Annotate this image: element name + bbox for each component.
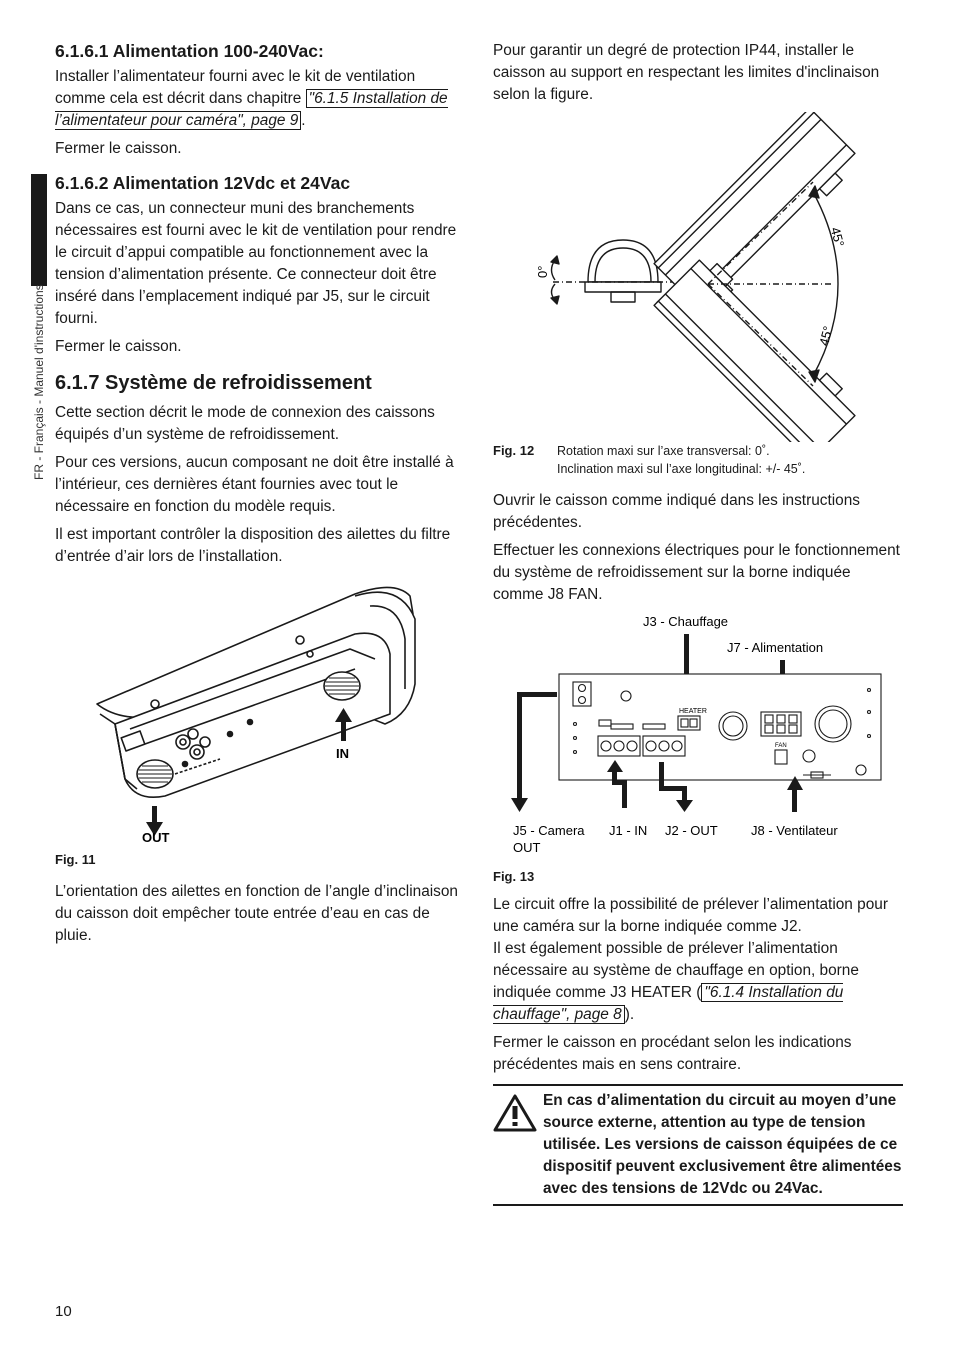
paragraph: Le circuit offre la possibilité de prélever l’alimentation pour une caméra sur la borne indiquée comme J2. <box>493 896 888 935</box>
right-column <box>493 40 903 1206</box>
paragraph: Pour garantir un degré de protection IP44, installer le caisson au support en respectant les limites d'inclinaison selon la figure. <box>493 42 880 103</box>
paragraph: Il est important contrôler la disposition des ailettes du filtre d’entrée d’air lors de l’installation. <box>55 526 451 565</box>
j8-arrow-icon <box>787 776 803 812</box>
fig11-label: Fig. 11 <box>55 852 96 867</box>
fig12-caption: Fig. 12 Rotation maxi sur l’axe transversal: 0˚. Inclination maxi sul l’axe longitudinal: +/- 45˚. <box>493 443 806 476</box>
j7-label: J7 - Alimentation <box>727 640 824 655</box>
paragraph: L’orientation des ailettes en fonction de l’angle d’inclinaison du caisson doit empêcher toute entrée d’eau en cas de pluie. <box>55 883 458 944</box>
paragraph: Installer l’alimentateur fourni avec le kit de ventilation comme cela est décrit dans chapitre "6.1.5 Installation de l’alimentateur pour caméra", page 9 . <box>55 68 448 129</box>
figure-13-circuit-board <box>493 612 903 857</box>
fig12-angle-0: 0° <box>535 265 550 278</box>
figure-11-housing <box>55 574 465 844</box>
fig12-angle-bottom: 45° <box>816 324 836 348</box>
fig11-in-label: IN <box>336 746 349 761</box>
paragraph: Effectuer les connexions électriques pour le fonctionnement du système de refroidissement sur la borne indiquée comme J8 FAN. <box>493 542 900 603</box>
j8-label: J8 - Ventilateur <box>751 823 838 838</box>
chapter-tab <box>31 174 47 286</box>
fig13-label: Fig. 13 <box>493 869 535 884</box>
warning-icon <box>493 1090 543 1200</box>
paragraph: Il est également possible de prélever l’alimentation nécessaire au système de chauffage en option, borne indiquée comme J3 HEATER ( "6.1.4 Installation du chauffage", page 8 ). <box>493 940 859 1023</box>
paragraph: Fermer le caisson en procédant selon les indications précédentes mais en sens contraire. <box>493 1034 852 1073</box>
section-title-6-1-7: 6.1.7 Système de refroidissement <box>55 372 372 394</box>
left-column <box>55 40 465 953</box>
j3-label: J3 - Chauffage <box>643 614 729 629</box>
fig11-out-label: OUT <box>142 830 170 844</box>
paragraph: Dans ce cas, un connecteur muni des branchements nécessaires est fourni avec le kit de ventilation pour rendre le circuit d’appui compatible au fonctionnement avec la tension d’alimentation présente. Ce connecteur doit être inséré dans l’emplacement indiqué par J5, sur le circuit fourni. <box>55 200 457 327</box>
j2-label: J2 - OUT <box>665 823 718 838</box>
warning-text: En cas d’alimentation du circuit au moyen d’une source externe, attention au type de tension utilisée. Les versions de caisson équipées de ce dispositif peuvent exclusivement être alimentées avec des tensions de 12Vdc ou 24Vac. <box>543 1092 902 1197</box>
cross-ref-link-6-1-5[interactable]: "6.1.5 Installation de l’alimentateur pour caméra", page 9 <box>55 90 448 129</box>
board-heater-text: HEATER <box>679 708 707 715</box>
board-fan-text: FAN <box>775 743 787 749</box>
paragraph: Fermer le caisson. <box>55 140 182 157</box>
fig12-angle-top: 45° <box>827 225 848 249</box>
j1-label: J1 - IN <box>609 823 648 838</box>
paragraph: Fermer le caisson. <box>55 338 182 355</box>
fig12-label: Fig. 12 <box>493 443 535 458</box>
figure-12-inclination <box>493 112 903 442</box>
warning-box <box>493 1084 903 1206</box>
cross-ref-link-6-1-4[interactable]: "6.1.4 Installation du chauffage", page 8 <box>493 984 844 1023</box>
paragraph: Pour ces versions, aucun composant ne doit être installé à l’intérieur, ces dernières étant fournies avec tout le nécessaire en fonction du modèle requis. <box>55 454 454 515</box>
j5-label-line2: OUT <box>513 840 541 855</box>
paragraph: Ouvrir le caisson comme indiqué dans les instructions précédentes. <box>493 492 860 531</box>
section-title-6-1-6-1: 6.1.6.1 Alimentation 100-240Vac: <box>55 41 324 61</box>
paragraph: Cette section décrit le mode de connexion des caissons équipés d’un système de refroidissement. <box>55 404 435 443</box>
sidebar-label: FR - Français - Manuel d'instructions <box>32 284 46 480</box>
j5-label-line1: J5 - Camera <box>513 823 585 838</box>
j5-arrow-icon <box>511 692 557 812</box>
section-title-6-1-6-2: 6.1.6.2 Alimentation 12Vdc et 24Vac <box>55 173 351 193</box>
page-number: 10 <box>55 1303 72 1320</box>
